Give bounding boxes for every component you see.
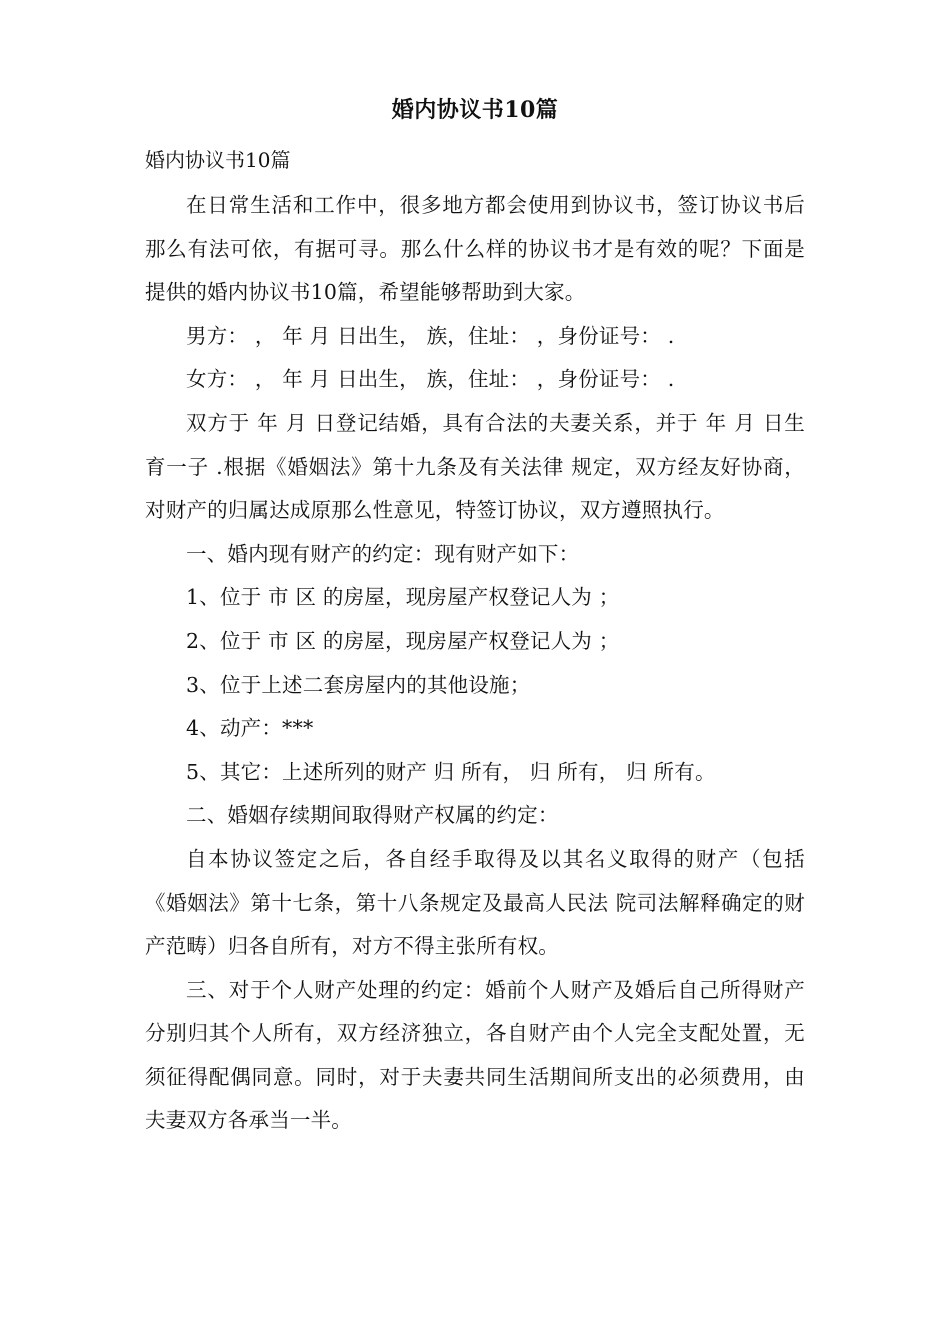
section-3-paragraph: 三、对于个人财产处理的约定：婚前个人财产及婚后自己所得财产分别归其个人所有，双方经济独立，各自财产由个人完全支配处置，无须征得配偶同意。同时，对于夫妻共同生活期间所支出的必须费用，由夫妻双方各承当一半。 <box>145 977 805 1133</box>
property-item-5: 5、其它：上述所列的财产 归 所有， 归 所有， 归 所有。 <box>186 759 716 784</box>
property-item-4: 4、动产：*** <box>186 716 314 741</box>
property-item-3: 3、位于上述二套房屋内的其他设施； <box>186 672 531 697</box>
document-subtitle: 婚内协议书10篇 <box>145 148 291 172</box>
intro-paragraph: 在日常生活和工作中，很多地方都会使用到协议书，签订协议书后那么有法可依，有据可寻。那么什么样的协议书才是有效的呢？下面是提供的婚内协议书10篇，希望能够帮助到大家。 <box>145 193 805 305</box>
husband-info-line: 男方： ， 年 月 日出生， 族，住址： ，身份证号： . <box>186 323 675 348</box>
property-item-2: 2、位于 市 区 的房屋，现房屋产权登记人为 ； <box>186 628 620 653</box>
section-1-heading: 一、婚内现有财产的约定：现有财产如下： <box>186 541 580 566</box>
section-2-heading: 二、婚姻存续期间取得财产权属的约定： <box>186 803 559 828</box>
property-item-1: 1、位于 市 区 的房屋，现房屋产权登记人为 ； <box>186 585 620 610</box>
document-title: 婚内协议书10篇 <box>391 97 559 123</box>
wife-info-line: 女方： ， 年 月 日出生， 族，住址： ，身份证号： . <box>186 367 675 392</box>
section-2-paragraph: 自本协议签定之后，各自经手取得及以其名义取得的财产（包括《婚姻法》第十七条，第十八条规定及最高人民法 院司法解释确定的财产范畴）归各自所有，对方不得主张所有权。 <box>145 846 805 959</box>
marriage-statement-paragraph: 双方于 年 月 日登记结婚，具有合法的夫妻关系，并于 年 月 日生育一子 .根据《婚姻法》第十九条及有关法律 规定，双方经友好协商，对财产的归属达成原那么性意见，特签订协议，双方遵照执行。 <box>145 410 805 523</box>
document-body <box>145 184 805 1143</box>
